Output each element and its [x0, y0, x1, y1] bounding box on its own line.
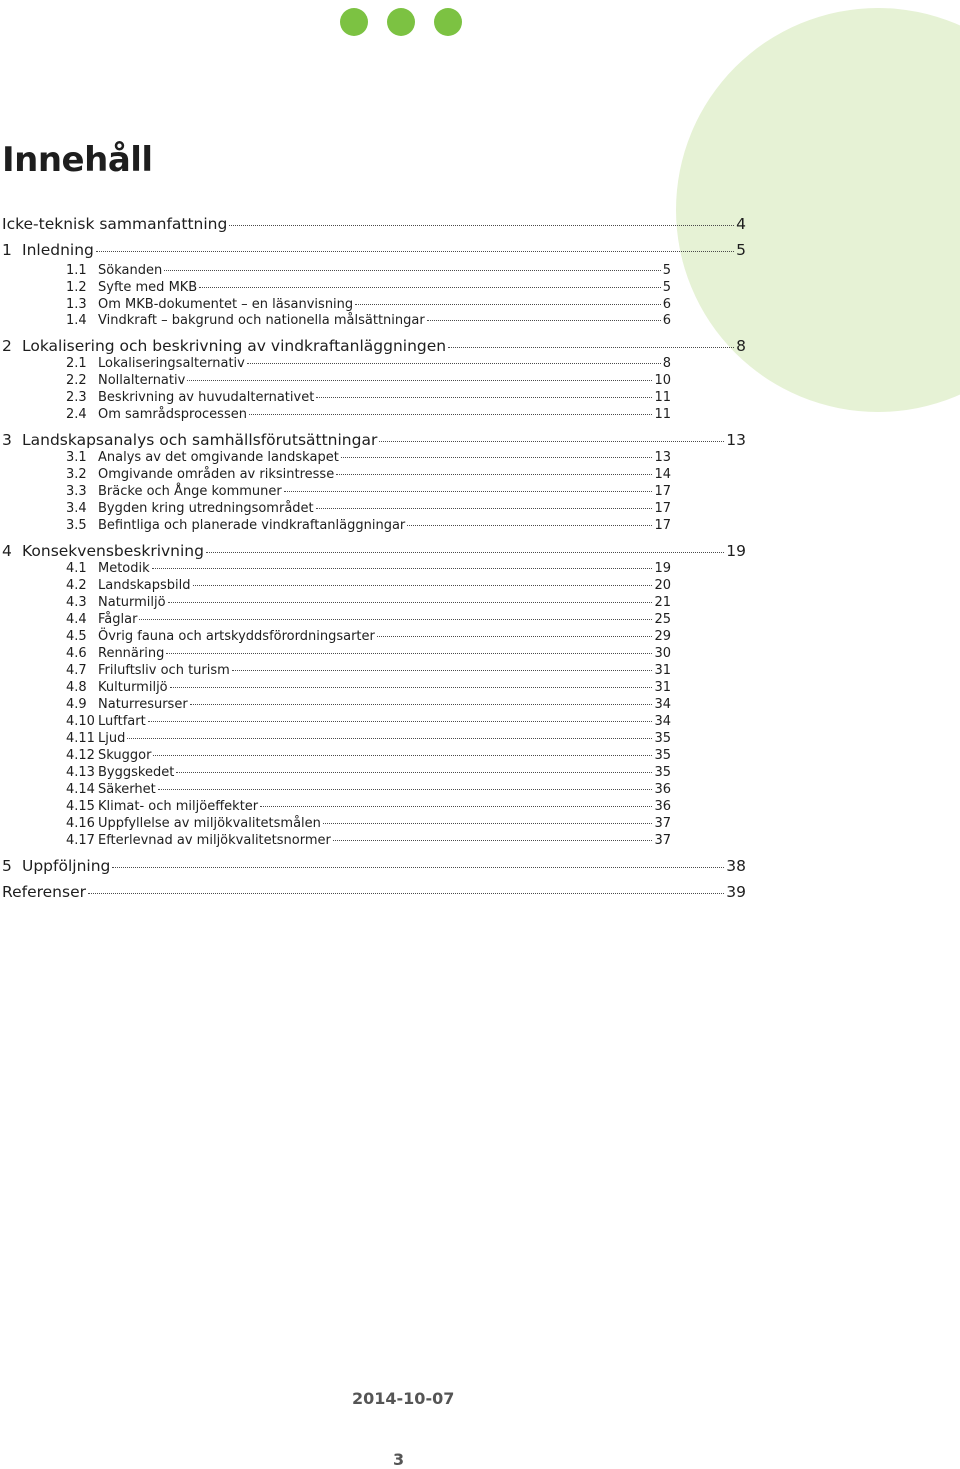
- dot-leader: [232, 670, 653, 671]
- dot-leader: [127, 738, 652, 739]
- toc-page-number: 19: [654, 561, 671, 576]
- toc-label: Konsekvensbeskrivning: [22, 542, 204, 560]
- toc-number: 4.17: [66, 833, 95, 848]
- toc-label: Syfte med MKB: [98, 280, 198, 295]
- toc-entry[interactable]: [2, 215, 746, 237]
- toc-subentry[interactable]: [66, 280, 671, 297]
- dot-leader: [148, 721, 653, 722]
- toc-subentry[interactable]: [66, 484, 671, 501]
- toc-label: Övrig fauna och artskyddsförordningsarter: [98, 629, 375, 644]
- dot-leader: [316, 508, 653, 509]
- toc-subentry[interactable]: [66, 578, 671, 595]
- dot-leader: [158, 789, 653, 790]
- toc-page-number: 29: [654, 629, 671, 644]
- toc-label: Analys av det omgivande landskapet: [98, 450, 339, 465]
- dot-leader: [427, 320, 661, 321]
- dot-leader: [247, 363, 661, 364]
- toc-subentry[interactable]: [66, 697, 671, 714]
- toc-subentry[interactable]: [66, 467, 671, 484]
- dot-leader: [96, 251, 734, 252]
- toc-number: 3: [2, 431, 12, 449]
- toc-page-number: 34: [654, 714, 671, 729]
- toc-number: 1.1: [66, 263, 87, 278]
- toc-number: 4.13: [66, 765, 95, 780]
- toc-subentry[interactable]: [66, 297, 671, 314]
- dot-leader: [407, 525, 652, 526]
- dot-leader: [448, 347, 734, 348]
- dot-leader: [341, 457, 653, 458]
- toc-label: Lokalisering och beskrivning av vindkraftanläggningen: [22, 337, 447, 355]
- toc-page-number: 20: [654, 578, 671, 593]
- toc-page-number: 39: [726, 883, 746, 901]
- toc-label: Bräcke och Ånge kommuner: [98, 484, 282, 499]
- toc-label: Landskapsbild: [98, 578, 191, 593]
- toc-page-number: 35: [654, 731, 671, 746]
- toc-number: 3.3: [66, 484, 87, 499]
- toc-number: 4.5: [66, 629, 87, 644]
- toc-number: 4.12: [66, 748, 95, 763]
- dot-leader: [187, 380, 652, 381]
- toc-page-number: 17: [654, 484, 671, 499]
- toc-label: Kulturmiljö: [98, 680, 168, 695]
- toc-label: Byggskedet: [98, 765, 175, 780]
- toc-number: 4.8: [66, 680, 87, 695]
- dot-leader: [316, 397, 652, 398]
- green-dot-icon: [434, 8, 462, 36]
- dot-leader: [284, 491, 653, 492]
- toc-label: Befintliga och planerade vindkraftanläggningar: [98, 518, 406, 533]
- toc-label: Metodik: [98, 561, 150, 576]
- toc-page-number: 13: [654, 450, 671, 465]
- dot-leader: [164, 270, 661, 271]
- toc-subentry[interactable]: [66, 680, 671, 697]
- toc-subentry[interactable]: [66, 373, 671, 390]
- toc-subentry[interactable]: [66, 450, 671, 467]
- toc-page-number: 5: [662, 263, 671, 278]
- toc-page-number: 6: [662, 313, 671, 328]
- toc-label: Ljud: [98, 731, 126, 746]
- toc-label: Beskrivning av huvudalternativet: [98, 390, 315, 405]
- toc-subentry[interactable]: [66, 765, 671, 782]
- toc-number: 1.3: [66, 297, 87, 312]
- toc-number: 3.4: [66, 501, 87, 516]
- toc-subentry[interactable]: [66, 561, 671, 578]
- toc-number: 4.4: [66, 612, 87, 627]
- toc-label: Uppfyllelse av miljökvalitetsmålen: [98, 816, 321, 831]
- green-dot-icon: [387, 8, 415, 36]
- dot-leader: [249, 414, 652, 415]
- toc-label: Naturmiljö: [98, 595, 166, 610]
- toc-label: Bygden kring utredningsområdet: [98, 501, 314, 516]
- toc-number: 2.4: [66, 407, 87, 422]
- toc-label: Landskapsanalys och samhällsförutsättningar: [22, 431, 378, 449]
- toc-page-number: 38: [726, 857, 746, 875]
- toc-page-number: 30: [654, 646, 671, 661]
- toc-number: 4.14: [66, 782, 95, 797]
- dot-leader: [229, 225, 734, 226]
- toc-page-number: 34: [654, 697, 671, 712]
- toc-page-number: 6: [662, 297, 671, 312]
- dot-leader: [336, 474, 652, 475]
- toc-page-number: 36: [654, 799, 671, 814]
- footer-date: 2014-10-07: [352, 1389, 455, 1408]
- dot-leader: [323, 823, 653, 824]
- toc-page-number: 19: [726, 542, 746, 560]
- toc-label: Luftfart: [98, 714, 146, 729]
- toc-subentry[interactable]: [66, 518, 671, 535]
- toc-entry[interactable]: [2, 857, 746, 879]
- toc-label: Rennäring: [98, 646, 165, 661]
- toc-number: 5: [2, 857, 12, 875]
- toc-page-number: 10: [654, 373, 671, 388]
- dot-leader: [139, 619, 652, 620]
- dot-leader: [377, 636, 653, 637]
- toc-page-number: 8: [736, 337, 746, 355]
- toc-label: Om samrådsprocessen: [98, 407, 247, 422]
- toc-number: 4.15: [66, 799, 95, 814]
- dot-leader: [355, 304, 661, 305]
- toc-subentry[interactable]: [66, 595, 671, 612]
- toc-number: 3.1: [66, 450, 87, 465]
- toc-label: Inledning: [22, 241, 94, 259]
- dot-leader: [168, 602, 653, 603]
- toc-subentry[interactable]: [66, 390, 671, 407]
- toc-subentry[interactable]: [66, 748, 671, 765]
- dot-leader: [166, 653, 652, 654]
- toc-label: Referenser: [2, 883, 86, 901]
- toc-page-number: 37: [654, 833, 671, 848]
- toc-page-number: 17: [654, 518, 671, 533]
- toc-subentry[interactable]: [66, 816, 671, 833]
- toc-number: 4.7: [66, 663, 87, 678]
- dot-leader: [112, 867, 724, 868]
- toc-page-number: 5: [662, 280, 671, 295]
- toc-subentry[interactable]: [66, 313, 671, 330]
- toc-page-number: 11: [654, 390, 671, 405]
- toc-page-number: 8: [662, 356, 671, 371]
- toc-number: 4: [2, 542, 12, 560]
- page-title: Innehåll: [2, 140, 153, 180]
- toc-number: 4.3: [66, 595, 87, 610]
- toc-number: 4.16: [66, 816, 95, 831]
- toc-page-number: 11: [654, 407, 671, 422]
- green-dot-icon: [340, 8, 368, 36]
- toc-subentry[interactable]: [66, 646, 671, 663]
- dot-leader: [176, 772, 652, 773]
- dot-leader: [153, 755, 652, 756]
- toc-page-number: 37: [654, 816, 671, 831]
- toc-subentry[interactable]: [66, 263, 671, 280]
- toc-number: 2.3: [66, 390, 87, 405]
- toc-number: 4.1: [66, 561, 87, 576]
- toc-page-number: 14: [654, 467, 671, 482]
- toc-label: Omgivande områden av riksintresse: [98, 467, 335, 482]
- toc-label: Om MKB-dokumentet – en läsanvisning: [98, 297, 354, 312]
- dot-leader: [170, 687, 653, 688]
- dot-leader: [152, 568, 653, 569]
- dot-leader: [190, 704, 653, 705]
- toc-page-number: 5: [736, 241, 746, 259]
- toc-page-number: 36: [654, 782, 671, 797]
- toc-number: 3.2: [66, 467, 87, 482]
- toc-page-number: 21: [654, 595, 671, 610]
- toc-page-number: 31: [654, 680, 671, 695]
- toc-number: 4.11: [66, 731, 95, 746]
- toc-subentry[interactable]: [66, 663, 671, 680]
- toc-entry[interactable]: [2, 241, 746, 263]
- toc-number: 4.10: [66, 714, 95, 729]
- toc-page-number: 17: [654, 501, 671, 516]
- dot-leader: [333, 840, 653, 841]
- toc-number: 2.1: [66, 356, 87, 371]
- toc-label: Sökanden: [98, 263, 163, 278]
- toc-number: 4.9: [66, 697, 87, 712]
- toc-label: Icke-teknisk sammanfattning: [2, 215, 228, 233]
- toc-subentry[interactable]: [66, 782, 671, 799]
- toc-subentry[interactable]: [66, 612, 671, 629]
- page-number: 3: [393, 1450, 405, 1469]
- dot-leader: [379, 441, 724, 442]
- dot-leader: [193, 585, 653, 586]
- toc-label: Klimat- och miljöeffekter: [98, 799, 259, 814]
- toc-label: Vindkraft – bakgrund och nationella målsättningar: [98, 313, 425, 328]
- toc-number: 1: [2, 241, 12, 259]
- toc-entry[interactable]: [2, 883, 746, 905]
- toc-subentry[interactable]: [66, 799, 671, 816]
- toc-subentry[interactable]: [66, 833, 671, 850]
- toc-label: Efterlevnad av miljökvalitetsnormer: [98, 833, 331, 848]
- toc-subentry[interactable]: [66, 356, 671, 373]
- toc-page-number: 35: [654, 748, 671, 763]
- toc-label: Fåglar: [98, 612, 138, 627]
- toc-label: Nollalternativ: [98, 373, 186, 388]
- toc-page-number: 13: [726, 431, 746, 449]
- toc-subentry[interactable]: [66, 501, 671, 518]
- toc-number: 4.6: [66, 646, 87, 661]
- toc-number: 1.4: [66, 313, 87, 328]
- toc-page-number: 35: [654, 765, 671, 780]
- toc-page-number: 31: [654, 663, 671, 678]
- toc-number: 4.2: [66, 578, 87, 593]
- toc-number: 2: [2, 337, 12, 355]
- toc-label: Säkerhet: [98, 782, 156, 797]
- dot-leader: [206, 552, 724, 553]
- dot-leader: [260, 806, 652, 807]
- toc-subentry[interactable]: [66, 714, 671, 731]
- toc-number: 2.2: [66, 373, 87, 388]
- toc-subentry[interactable]: [66, 629, 671, 646]
- toc-number: 1.2: [66, 280, 87, 295]
- toc-label: Friluftsliv och turism: [98, 663, 230, 678]
- toc-label: Skuggor: [98, 748, 152, 763]
- toc-subentry[interactable]: [66, 407, 671, 424]
- dot-leader: [88, 893, 724, 894]
- toc-label: Uppföljning: [22, 857, 111, 875]
- toc-page-number: 25: [654, 612, 671, 627]
- dot-leader: [199, 287, 660, 288]
- toc-subentry[interactable]: [66, 731, 671, 748]
- toc-page-number: 4: [736, 215, 746, 233]
- toc-number: 3.5: [66, 518, 87, 533]
- toc-label: Lokaliseringsalternativ: [98, 356, 245, 371]
- toc-label: Naturresurser: [98, 697, 188, 712]
